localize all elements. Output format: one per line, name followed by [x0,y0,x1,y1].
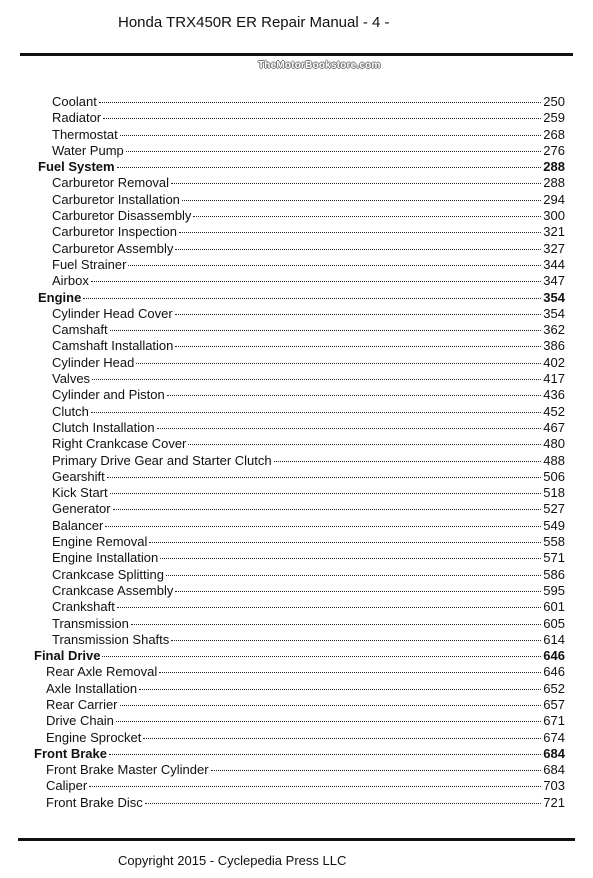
dot-leader [211,770,542,771]
dot-leader [143,738,541,739]
dot-leader [117,607,541,608]
toc-entry-title: Clutch [52,403,89,419]
toc-entry [0,257,593,273]
bottom-divider [18,838,575,841]
toc-row [52,453,565,469]
toc-page-number: 549 [543,517,565,533]
toc-entry-title: Balancer [52,517,104,533]
toc-entry [0,420,593,436]
toc-entry [0,306,593,322]
toc-row [46,713,565,729]
toc-entry [0,453,593,469]
toc-page-number: 417 [543,371,565,387]
toc-entry-title: Crankshaft [52,599,115,615]
toc-entry [0,664,593,680]
toc-row [52,534,565,550]
toc-entry-title: Cylinder and Piston [52,387,165,403]
toc-row [38,290,565,306]
toc-entry-title: Gearshift [52,468,105,484]
dot-leader [117,167,542,168]
dot-leader [92,379,541,380]
dot-leader [110,330,542,331]
dot-leader [120,705,542,706]
dot-leader [126,151,542,152]
toc-entry [0,795,593,811]
toc-entry-title: Engine Sprocket [46,729,142,745]
toc-page-number: 327 [543,240,565,256]
toc-entry-title: Water Pump [52,142,124,158]
toc-row [52,518,565,534]
toc-page-number: 518 [543,485,565,501]
dot-leader [105,526,541,527]
toc-entry-title: Kick Start [52,485,108,501]
toc-row [46,795,565,811]
toc-page-number: 300 [543,208,565,224]
toc-entry [0,387,593,403]
dot-leader [179,232,541,233]
toc-entry [0,436,593,452]
toc-entry-title: Carburetor Disassembly [52,208,192,224]
toc-entry-title: Valves [52,371,91,387]
toc-entry [0,632,593,648]
toc-section-heading [0,648,593,664]
toc-row [38,159,565,175]
toc-row [34,648,565,664]
toc-entry-title: Cylinder Head [52,354,135,370]
toc-page-number: 605 [543,615,565,631]
toc-entry-title: Cylinder Head Cover [52,305,173,321]
toc-entry [0,224,593,240]
toc-page-number: 657 [543,696,565,712]
toc-page-number: 646 [543,648,565,664]
toc-row [52,257,565,273]
toc-page-number: 268 [543,126,565,142]
toc-page-number: 321 [543,224,565,240]
toc-entry-title: Rear Axle Removal [46,664,158,680]
toc-row [46,762,565,778]
toc-page-number: 586 [543,566,565,582]
toc-page-number: 354 [543,305,565,321]
toc-entry [0,616,593,632]
toc-row [52,583,565,599]
toc-entry [0,567,593,583]
dot-leader [110,493,542,494]
toc-row [46,664,565,680]
toc-entry [0,550,593,566]
toc-row [52,469,565,485]
toc-page-number: 527 [543,501,565,517]
dot-leader [136,363,541,364]
dot-leader [103,118,541,119]
dot-leader [91,281,541,282]
toc-row [34,746,565,762]
toc-entry-title: Carburetor Assembly [52,240,174,256]
toc-row [52,404,565,420]
dot-leader [175,249,541,250]
dot-leader [116,721,541,722]
toc-page-number: 671 [543,713,565,729]
toc-row [52,273,565,289]
toc-entry [0,208,593,224]
toc-row [52,436,565,452]
toc-row [52,567,565,583]
toc-page-number: 354 [543,289,565,305]
toc-entry [0,534,593,550]
toc-entry [0,762,593,778]
toc-row [46,730,565,746]
toc-entry [0,778,593,794]
toc-row [52,501,565,517]
toc-entry-title: Carburetor Inspection [52,224,178,240]
toc-row [52,355,565,371]
toc-page-number: 294 [543,191,565,207]
toc-row [52,485,565,501]
toc-entry-title: Transmission Shafts [52,631,170,647]
toc-entry-title: Final Drive [34,648,101,664]
toc-entry-title: Camshaft Installation [52,338,174,354]
toc-entry [0,583,593,599]
toc-entry [0,697,593,713]
toc-entry-title: Right Crankcase Cover [52,436,187,452]
dot-leader [157,428,542,429]
toc-entry-title: Airbox [52,273,89,289]
toc-page-number: 386 [543,338,565,354]
toc-row [46,778,565,794]
toc-row [52,550,565,566]
dot-leader [107,477,542,478]
toc-row [46,697,565,713]
toc-entry [0,241,593,257]
toc-entry [0,192,593,208]
dot-leader [120,135,542,136]
toc-entry [0,501,593,517]
toc-row [52,94,565,110]
toc-page-number: 276 [543,142,565,158]
toc-entry-title: Engine Removal [52,534,148,550]
toc-entry [0,599,593,615]
toc-row [52,371,565,387]
toc-entry-title: Crankcase Splitting [52,566,164,582]
toc-page-number: 646 [543,664,565,680]
toc-entry-title: Rear Carrier [46,696,118,712]
toc-section-heading [0,159,593,175]
dot-leader [188,444,541,445]
toc-row [52,306,565,322]
toc-page-number: 684 [543,745,565,761]
dot-leader [274,461,542,462]
toc-entry-title: Crankcase Assembly [52,582,174,598]
toc-row [52,616,565,632]
toc-page-number: 402 [543,354,565,370]
toc-page-number: 652 [543,680,565,696]
toc-entry [0,730,593,746]
toc-page-number: 436 [543,387,565,403]
dot-leader [159,672,541,673]
toc-entry [0,143,593,159]
toc-entry-title: Carburetor Installation [52,191,180,207]
toc-entry-title: Transmission [52,615,129,631]
toc-entry-title: Fuel Strainer [52,256,127,272]
dot-leader [91,412,541,413]
toc-row [52,208,565,224]
dot-leader [166,575,541,576]
toc-entry-title: Carburetor Removal [52,175,170,191]
toc-page-number: 480 [543,436,565,452]
toc-page-number: 259 [543,110,565,126]
dot-leader [89,786,541,787]
toc-page-number: 288 [543,159,565,175]
dot-leader [193,216,541,217]
toc-entry-title: Engine [38,289,82,305]
toc-entry-title: Fuel System [38,159,115,175]
toc-page-number: 595 [543,582,565,598]
toc-entry-title: Camshaft [52,322,108,338]
dot-leader [175,346,541,347]
toc-entry-title: Drive Chain [46,713,114,729]
toc-page-number: 344 [543,256,565,272]
toc-page-number: 614 [543,631,565,647]
toc-page-number: 674 [543,729,565,745]
dot-leader [99,102,541,103]
toc-row [52,224,565,240]
toc-entry-title: Thermostat [52,126,118,142]
dot-leader [113,509,542,510]
dot-leader [175,591,541,592]
toc-entry [0,518,593,534]
toc-entry [0,713,593,729]
toc-entry [0,127,593,143]
copyright-footer: Copyright 2015 - Cyclepedia Press LLC [118,853,347,868]
toc-section-heading [0,290,593,306]
dot-leader [131,624,541,625]
toc-row [52,192,565,208]
toc-row [52,632,565,648]
toc-page-number: 467 [543,419,565,435]
toc-entry-title: Primary Drive Gear and Starter Clutch [52,452,272,468]
toc-entry-title: Engine Installation [52,550,159,566]
toc-entry-title: Caliper [46,778,88,794]
toc-entry [0,110,593,126]
toc-row [52,110,565,126]
toc-entry [0,485,593,501]
toc-entry-title: Coolant [52,94,97,109]
dot-leader [149,542,541,543]
toc-entry-title: Front Brake [34,745,107,761]
toc-entry [0,404,593,420]
table-of-contents [0,94,593,811]
toc-row [52,127,565,143]
toc-page-number: 488 [543,452,565,468]
dot-leader [182,200,541,201]
toc-page-number: 684 [543,762,565,778]
toc-row [46,681,565,697]
dot-leader [102,656,541,657]
page-title: Honda TRX450R ER Repair Manual - 4 - [118,14,390,31]
dot-leader [171,640,541,641]
toc-entry [0,94,593,110]
toc-entry [0,681,593,697]
toc-row [52,241,565,257]
toc-page-number: 362 [543,322,565,338]
dot-leader [160,558,541,559]
toc-entry-title: Generator [52,501,111,517]
dot-leader [83,298,541,299]
toc-row [52,338,565,354]
dot-leader [171,183,541,184]
toc-row [52,599,565,615]
top-divider [20,53,573,56]
toc-row [52,387,565,403]
toc-entry [0,338,593,354]
toc-entry [0,175,593,191]
toc-section-heading [0,746,593,762]
watermark: TheMotorBookstore.com [258,60,381,71]
dot-leader [175,314,542,315]
toc-page-number: 250 [543,94,565,109]
toc-entry [0,322,593,338]
toc-page-number: 571 [543,550,565,566]
toc-page-number: 288 [543,175,565,191]
dot-leader [167,395,542,396]
toc-entry-title: Radiator [52,110,102,126]
dot-leader [128,265,541,266]
toc-entry [0,355,593,371]
toc-row [52,322,565,338]
toc-page-number: 452 [543,403,565,419]
toc-page-number: 558 [543,534,565,550]
toc-entry-title: Front Brake Disc [46,794,143,810]
toc-entry-title: Clutch Installation [52,419,155,435]
toc-row [52,143,565,159]
toc-entry [0,371,593,387]
toc-row [52,420,565,436]
dot-leader [109,754,541,755]
toc-page-number: 506 [543,468,565,484]
dot-leader [145,803,541,804]
toc-row [52,175,565,191]
toc-entry-title: Front Brake Master Cylinder [46,762,209,778]
toc-page-number: 721 [543,794,565,810]
toc-entry [0,469,593,485]
toc-page-number: 347 [543,273,565,289]
dot-leader [139,689,541,690]
toc-entry-title: Axle Installation [46,680,138,696]
toc-page-number: 601 [543,599,565,615]
toc-page-number: 703 [543,778,565,794]
toc-entry [0,273,593,289]
